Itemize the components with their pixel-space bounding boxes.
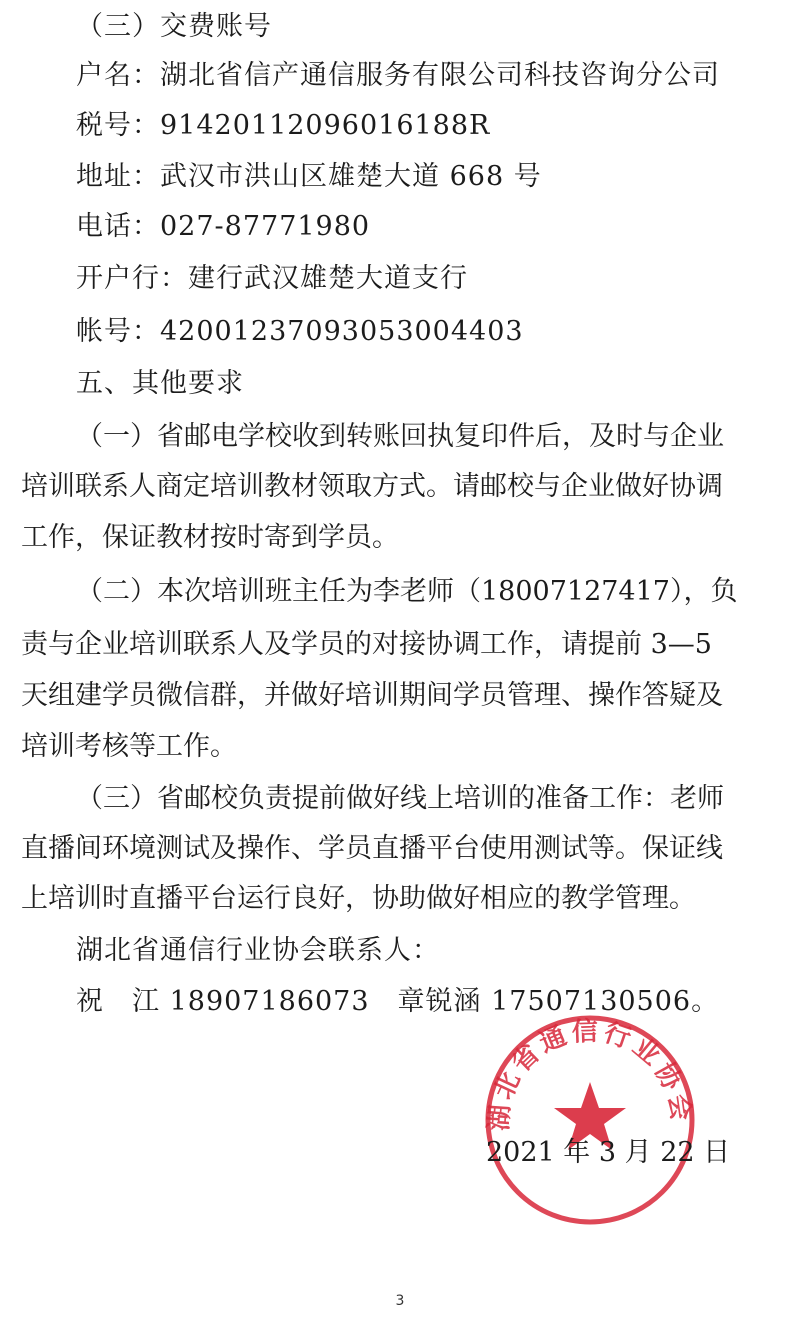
payment-heading: （三）交费账号: [76, 11, 272, 42]
requirement-2-line-4: 培训考核等工作。: [21, 731, 237, 762]
account-name: 户名：湖北省信产通信服务有限公司科技咨询分公司: [76, 60, 720, 91]
requirement-2-line-1: （二）本次培训班主任为李老师（18007127417），负: [76, 576, 738, 607]
requirement-3-line-1: （三）省邮校负责提前做好线上培训的准备工作：老师: [76, 783, 724, 814]
official-seal-stamp: [480, 1010, 700, 1230]
address: 地址：武汉市洪山区雄楚大道 668 号: [76, 161, 542, 192]
date: 2021 年 3 月 22 日: [486, 1137, 731, 1168]
contacts-line: 祝 江 18907186073 章锐涵 17507130506。: [76, 986, 720, 1017]
svg-text:湖北省通信行业协会: 湖北省通信行业协会: [484, 1016, 697, 1132]
requirement-3-line-3: 上培训时直播平台运行良好，协助做好相应的教学管理。: [21, 883, 696, 914]
account-number: 帐号：42001237093053004403: [76, 316, 524, 347]
contacts-heading: 湖北省通信行业协会联系人：: [76, 935, 440, 966]
tax-id: 税号：91420112096016188R: [76, 110, 491, 141]
page-number: 3: [395, 1293, 405, 1309]
section-five-heading: 五、其他要求: [76, 368, 244, 399]
requirement-3-line-2: 直播间环境测试及操作、学员直播平台使用测试等。保证线: [21, 833, 723, 864]
requirement-1-line-1: （一）省邮电学校收到转账回执复印件后，及时与企业: [76, 421, 724, 452]
requirement-2-line-2: 责与企业培训联系人及学员的对接协调工作，请提前 3—5: [21, 629, 712, 660]
requirement-2-line-3: 天组建学员微信群，并做好培训期间学员管理、操作答疑及: [21, 680, 723, 711]
bank: 开户行：建行武汉雄楚大道支行: [76, 263, 468, 294]
requirement-1-line-2: 培训联系人商定培训教材领取方式。请邮校与企业做好协调: [21, 471, 723, 502]
phone: 电话：027-87771980: [76, 211, 371, 242]
requirement-1-line-3: 工作，保证教材按时寄到学员。: [21, 522, 399, 553]
